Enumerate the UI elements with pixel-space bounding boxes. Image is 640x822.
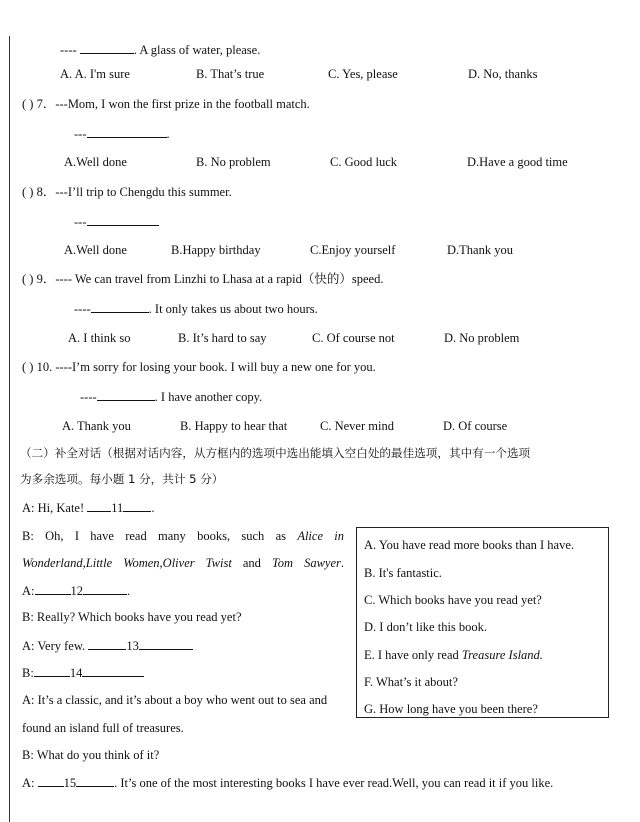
blank-15-number: 15 — [63, 776, 77, 790]
q9-option-d: D. No problem — [444, 331, 520, 345]
dialogue-a2 — [22, 582, 130, 599]
blank-15-right[interactable] — [76, 774, 114, 787]
q9-reply-prefix: ---- — [74, 302, 91, 316]
blank-11-number: 11 — [111, 501, 124, 515]
q9-option-a: A. I think so — [68, 331, 131, 345]
dialogue-b3 — [22, 664, 144, 681]
q9-option-c: C. Of course not — [312, 331, 395, 345]
blank-12-left[interactable] — [35, 582, 71, 595]
q7-reply-suffix: . — [166, 127, 170, 141]
q9-option-b: B. It’s hard to say — [178, 331, 267, 345]
q6-answer-blank[interactable] — [80, 41, 134, 54]
b1-word: I — [74, 529, 79, 543]
choice-e-text: E. I have only read — [364, 648, 462, 662]
b1-word: as — [275, 529, 287, 543]
left-margin-line — [9, 36, 10, 822]
dialogue-a1-text: A: Hi, Kate! — [22, 501, 88, 515]
q6-option-a: A. A. I'm sure — [60, 67, 130, 81]
dialogue-a3 — [22, 637, 193, 654]
dialogue-a2-text: A: — [22, 584, 35, 598]
q8-question: ( ) 8．---I’ll trip to Chengdu this summer. — [22, 185, 232, 199]
dialogue-a4-line2: found an island full of treasures. — [22, 721, 184, 735]
q8-option-b: B.Happy birthday — [171, 243, 261, 257]
q9-question — [22, 271, 383, 287]
q9-reply-line — [74, 300, 318, 317]
blank-13-left[interactable] — [88, 637, 126, 650]
q10-reply-suffix: . I have another copy. — [154, 390, 263, 404]
q8-answer-blank[interactable] — [87, 213, 159, 226]
b1-book-alice: Alice in — [297, 529, 345, 543]
section2-instructions-line1: （二）补全对话（根据对话内容，从方框内的选项中选出能填入空白处的最佳选项，其中有一个选项 — [20, 446, 531, 460]
q6-option-d: D. No, thanks — [468, 67, 538, 81]
q10-reply-line — [80, 388, 262, 405]
b1-end: . — [340, 556, 345, 570]
q10-option-d: D. Of course — [443, 419, 508, 433]
q7-option-a: A.Well done — [64, 155, 127, 169]
b1-word: Oh, — [45, 529, 64, 543]
q8-option-d: D.Thank you — [447, 243, 513, 257]
section2-instructions-line2: 为多余选项。每小题 1 分，共计 5 分） — [20, 472, 224, 486]
blank-12-number: 12 — [70, 584, 83, 598]
dialogue-b1-line2 — [22, 555, 344, 571]
choice-a: A. You have read more books than I have. — [364, 538, 575, 552]
q9-answer-blank[interactable] — [91, 300, 149, 313]
q10-option-b: B. Happy to hear that — [180, 419, 288, 433]
q8-reply-line — [74, 213, 159, 230]
b1-book-titles: Wonderland,Little Women,Oliver Twist — [22, 556, 232, 570]
b1-word: such — [241, 529, 265, 543]
choice-e — [364, 647, 543, 663]
choice-e-book: Treasure Island. — [461, 648, 543, 662]
dialogue-a1 — [22, 499, 154, 516]
dialogue-a5-text: A: — [22, 776, 38, 790]
q9-question-text: ( ) 9．---- We can travel from Linzhi to Lhasa at a rapid（快的）speed. — [22, 272, 384, 286]
blank-11-left[interactable] — [87, 499, 111, 512]
blank-14-right[interactable] — [82, 664, 144, 677]
blank-14-left[interactable] — [34, 664, 70, 677]
blank-11-right[interactable] — [123, 499, 151, 512]
b1-word: read — [125, 529, 147, 543]
dialogue-b3-text: B: — [22, 666, 34, 680]
q8-option-c: C.Enjoy yourself — [310, 243, 396, 257]
blank-13-right[interactable] — [139, 637, 193, 650]
q7-reply-line — [74, 125, 170, 142]
dialogue-a5-suffix: . It’s one of the most interesting books I have ever read.Well, you can read it if you like. — [114, 776, 554, 790]
q6-option-b: B. That’s true — [196, 67, 265, 81]
dialogue-b4: B: What do you think of it? — [22, 748, 160, 762]
q10-option-c: C. Never mind — [320, 419, 394, 433]
b1-word: have — [90, 529, 114, 543]
q6-reply-suffix: . A glass of water, please. — [133, 43, 261, 57]
q8-option-a: A.Well done — [64, 243, 127, 257]
q7-reply-prefix: --- — [74, 127, 87, 141]
choices-box — [356, 527, 609, 718]
q10-option-a: A. Thank you — [62, 419, 131, 433]
b1-word: books, — [197, 529, 231, 543]
q10-reply-prefix: ---- — [80, 390, 97, 404]
q9-reply-suffix: . It only takes us about two hours. — [148, 302, 318, 316]
blank-12-right[interactable] — [83, 582, 127, 595]
q10-question: ( ) 10. ----I’m sorry for losing your book. I will buy a new one for you. — [22, 360, 376, 374]
b1-tom-group — [272, 556, 344, 570]
q7-option-b: B. No problem — [196, 155, 271, 169]
blank-13-number: 13 — [126, 639, 139, 653]
blank-14-number: 14 — [69, 666, 83, 680]
dialogue-a3-text: A: Very few. — [22, 639, 89, 653]
q7-option-c: C. Good luck — [330, 155, 398, 169]
q10-answer-blank[interactable] — [97, 388, 155, 401]
b1-and: and — [242, 556, 261, 570]
q7-option-d: D.Have a good time — [467, 155, 568, 169]
b1-book-tom: Tom Sawyer — [271, 556, 341, 570]
b1-word: B: — [22, 529, 34, 543]
dialogue-a1-suffix: . — [151, 501, 155, 515]
choice-f: F. What’s it about? — [364, 675, 458, 689]
dialogue-b2: B: Really? Which books have you read yet? — [22, 610, 242, 624]
q6-reply-prefix: ---- — [60, 43, 77, 57]
dialogue-a4-line1: A: It’s a classic, and it’s about a boy who went out to sea and — [22, 693, 328, 707]
choice-c: C. Which books have you read yet? — [364, 593, 542, 607]
q6-option-c: C. Yes, please — [328, 67, 398, 81]
q6-reply-line — [60, 41, 260, 58]
q7-answer-blank[interactable] — [87, 125, 167, 138]
dialogue-b1-line1 — [22, 528, 344, 544]
blank-15-left[interactable] — [38, 774, 64, 787]
b1-word: many — [158, 529, 186, 543]
choice-g: G. How long have you been there? — [364, 702, 538, 716]
dialogue-a5 — [22, 774, 553, 791]
q7-question: ( ) 7．---Mom, I won the first prize in the football match. — [22, 97, 310, 111]
choice-d: D. I don’t like this book. — [364, 620, 488, 634]
q8-reply-prefix: --- — [74, 215, 87, 229]
dialogue-a2-suffix: . — [127, 584, 131, 598]
choice-b: B. It's fantastic. — [364, 566, 442, 580]
